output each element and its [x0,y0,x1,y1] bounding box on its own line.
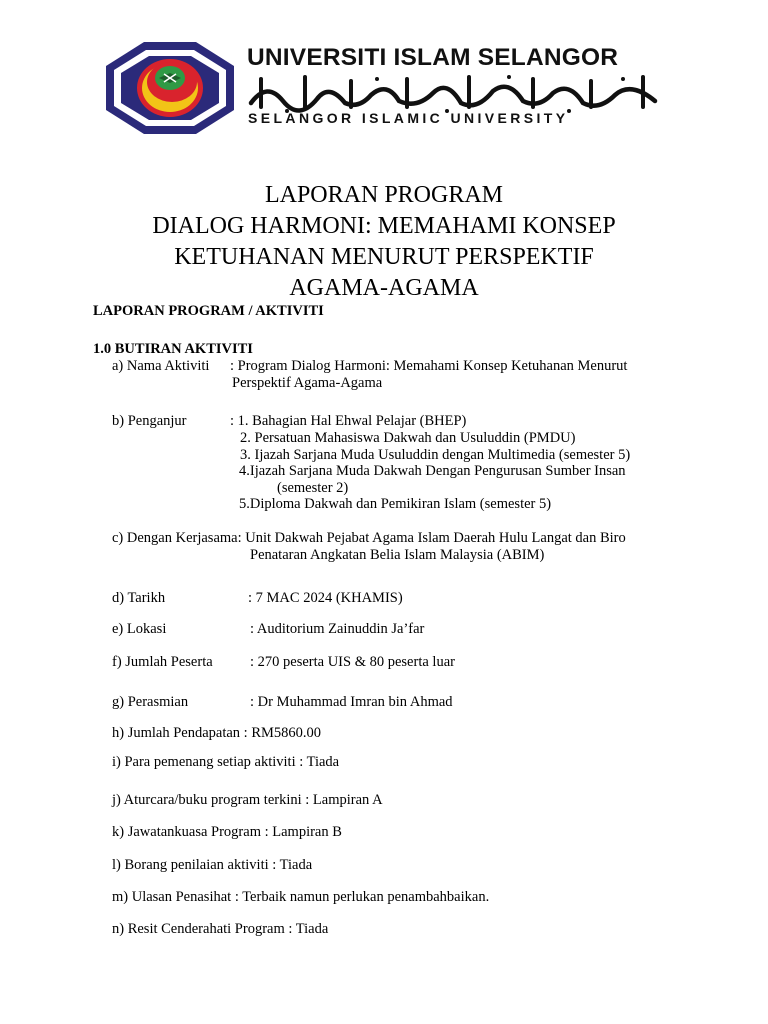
item-b-line-5: (semester 2) [277,480,349,496]
university-emblem-icon [104,40,236,136]
item-e-label: e) Lokasi [112,621,167,637]
item-k: k) Jawatankuasa Program : Lampiran B [112,824,342,840]
item-b-line-3: 3. Ijazah Sarjana Muda Usuluddin dengan Multimedia (semester 5) [240,447,631,463]
section-heading: LAPORAN PROGRAM / AKTIVITI [93,303,324,319]
item-b-line-6: 5.Diploma Dakwah dan Pemikiran Islam (semester 5) [239,496,552,512]
item-b-line-2: 2. Persatuan Mahasiswa Dakwah dan Usuluddin (PMDU) [240,430,576,446]
title-line-4: AGAMA-AGAMA [289,275,479,301]
item-b-line-1: : 1. Bahagian Hal Ehwal Pelajar (BHEP) [230,413,467,429]
item-a-value-line2: Perspektif Agama-Agama [232,375,383,391]
item-i: i) Para pemenang setiap aktiviti : Tiada [112,754,340,770]
arabic-calligraphy-logo [247,73,659,115]
item-m: m) Ulasan Penasihat : Terbaik namun perlukan penambahbaikan. [112,889,490,905]
item-g-value: : Dr Muhammad Imran bin Ahmad [250,694,453,710]
title-line-3: KETUHANAN MENURUT PERSPEKTIF [174,244,594,270]
university-name-english: SELANGOR ISLAMIC UNIVERSITY [248,110,569,126]
item-e-value: : Auditorium Zainuddin Ja’far [250,621,425,637]
document-title [0,180,768,304]
item-a-label: a) Nama Aktiviti [112,358,210,374]
item-a-value-line1: : Program Dialog Harmoni: Memahami Konsep Ketuhanan Menurut [230,358,628,374]
item-l: l) Borang penilaian aktiviti : Tiada [112,857,313,873]
title-line-1: LAPORAN PROGRAM [264,182,504,208]
item-h: h) Jumlah Pendapatan : RM5860.00 [112,725,322,741]
university-name: UNIVERSITI ISLAM SELANGOR [247,44,619,71]
university-header [104,40,664,136]
title-line-2: DIALOG HARMONI: MEMAHAMI KONSEP [152,213,616,239]
item-b-label: b) Penganjur [112,413,187,429]
item-c-line2: Penataran Angkatan Belia Islam Malaysia (ABIM) [250,547,545,563]
item-b-line-4: 4.Ijazah Sarjana Muda Dakwah Dengan Pengurusan Sumber Insan [239,463,626,479]
item-c-label: c) Dengan Kerjasama: Unit Dakwah Pejabat Agama Islam Daerah Hulu Langat dan Biro [112,530,626,546]
item-n: n) Resit Cenderahati Program : Tiada [112,921,329,937]
item-d-label: d) Tarikh [112,590,166,606]
item-j: j) Aturcara/buku program terkini : Lampiran A [112,792,383,808]
item-d-value: : 7 MAC 2024 (KHAMIS) [248,590,403,606]
item-g-label: g) Perasmian [112,694,189,710]
butiran-heading: 1.0 BUTIRAN AKTIVITI [93,341,253,357]
item-f-label: f) Jumlah Peserta [112,654,213,670]
item-f-value: : 270 peserta UIS & 80 peserta luar [250,654,455,670]
